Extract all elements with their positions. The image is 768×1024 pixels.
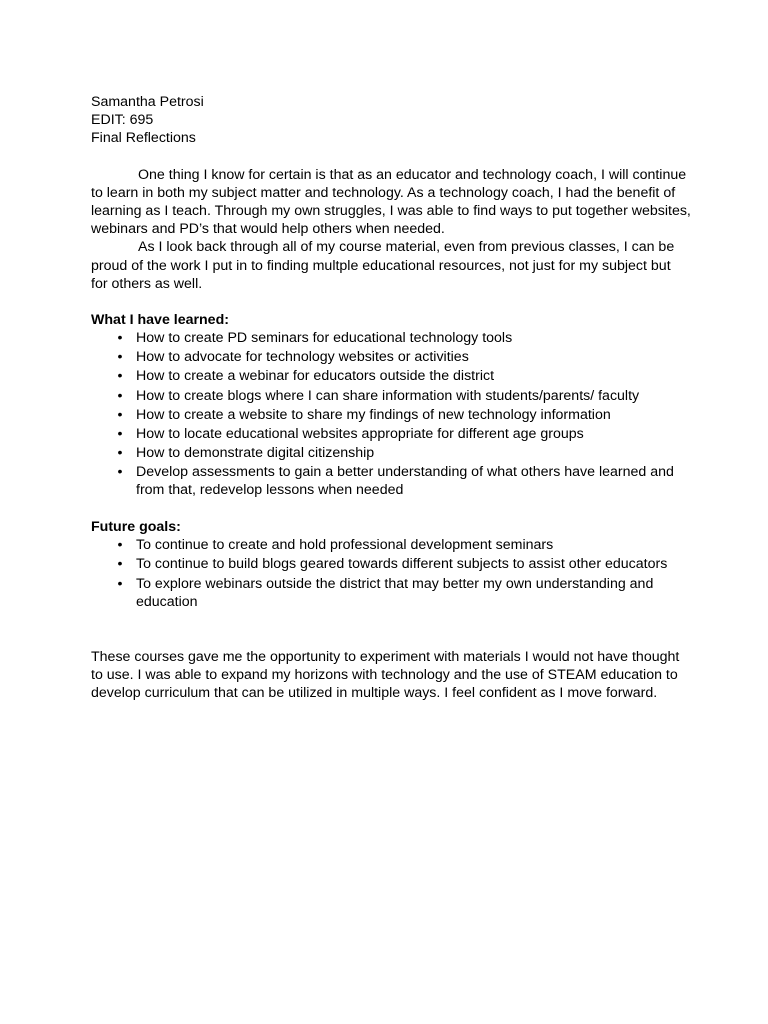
bullet-icon: • bbox=[117, 463, 123, 480]
bullet-icon: • bbox=[117, 537, 123, 554]
list-item-text: How to create blogs where I can share information with students/parents/ faculty bbox=[136, 387, 640, 404]
course-code: EDIT: 695 bbox=[91, 112, 154, 129]
list-item bbox=[91, 444, 691, 462]
bullet-icon: • bbox=[117, 575, 123, 592]
list-item-text: How to advocate for technology websites or activities bbox=[136, 349, 469, 366]
spacer bbox=[91, 293, 691, 311]
list-item bbox=[91, 406, 691, 424]
bullet-icon: • bbox=[117, 387, 123, 404]
list-item bbox=[91, 463, 691, 499]
list-item-text: How to create a website to share my findings of new technology information bbox=[136, 406, 611, 423]
learned-heading: What I have learned: bbox=[91, 312, 229, 329]
body-paragraph: One thing I know for certain is that as an educator and technology coach, I will continue to learn in both my subject matter and technology. As a technology coach, I had the benefit of learning as I teach. Through my own struggles, I was able to find ways to put together websites, webinars and PD’s that would help others when needed. bbox=[91, 166, 691, 238]
body-paragraph: As I look back through all of my course material, even from previous classes, I can be proud of the work I put in to finding multple educational resources, not just for my subject but for others as well. bbox=[91, 239, 675, 292]
bullet-icon: • bbox=[117, 556, 123, 573]
list-item bbox=[91, 425, 691, 443]
goals-heading: Future goals: bbox=[91, 519, 181, 536]
list-item bbox=[91, 575, 691, 611]
list-item-text: How to locate educational websites appropriate for different age groups bbox=[136, 425, 584, 442]
bullet-icon: • bbox=[117, 368, 123, 385]
document-title: Final Reflections bbox=[91, 130, 196, 147]
author-name: Samantha Petrosi bbox=[91, 94, 204, 110]
spacer bbox=[91, 612, 691, 648]
bullet-icon: • bbox=[117, 406, 123, 423]
goals-list bbox=[91, 536, 691, 611]
spacer bbox=[91, 148, 691, 166]
bullet-icon: • bbox=[117, 425, 123, 442]
list-item-text: To continue to create and hold professional development seminars bbox=[136, 537, 554, 554]
bullet-icon: • bbox=[117, 349, 123, 366]
conclusion-paragraph: These courses gave me the opportunity to experiment with materials I would not have thought to use. I was able to expand my horizons with technology and the use of STEAM education to develop curriculum that can be utilized in multiple ways. I feel confident as I move forward. bbox=[91, 648, 680, 702]
learned-list bbox=[91, 329, 691, 499]
list-item bbox=[91, 348, 691, 366]
list-item bbox=[91, 367, 691, 385]
list-item-text: How to demonstrate digital citizenship bbox=[136, 444, 375, 461]
list-item bbox=[91, 536, 691, 554]
bullet-icon: • bbox=[117, 330, 123, 347]
list-item bbox=[91, 387, 691, 405]
spacer bbox=[91, 500, 691, 518]
list-item-text: To explore webinars outside the district that may better my own understanding and education bbox=[136, 575, 654, 610]
list-item-text: Develop assessments to gain a better understanding of what others have learned and from that, redevelop lessons when needed bbox=[136, 463, 674, 499]
list-item bbox=[91, 329, 691, 347]
list-item bbox=[91, 555, 691, 573]
list-item-text: How to create a webinar for educators outside the district bbox=[136, 368, 495, 385]
bullet-icon: • bbox=[117, 444, 123, 461]
document-header bbox=[91, 93, 691, 148]
document-body bbox=[91, 93, 691, 702]
list-item-text: To continue to build blogs geared towards different subjects to assist other educators bbox=[136, 556, 668, 573]
list-item-text: How to create PD seminars for educational technology tools bbox=[136, 330, 513, 347]
